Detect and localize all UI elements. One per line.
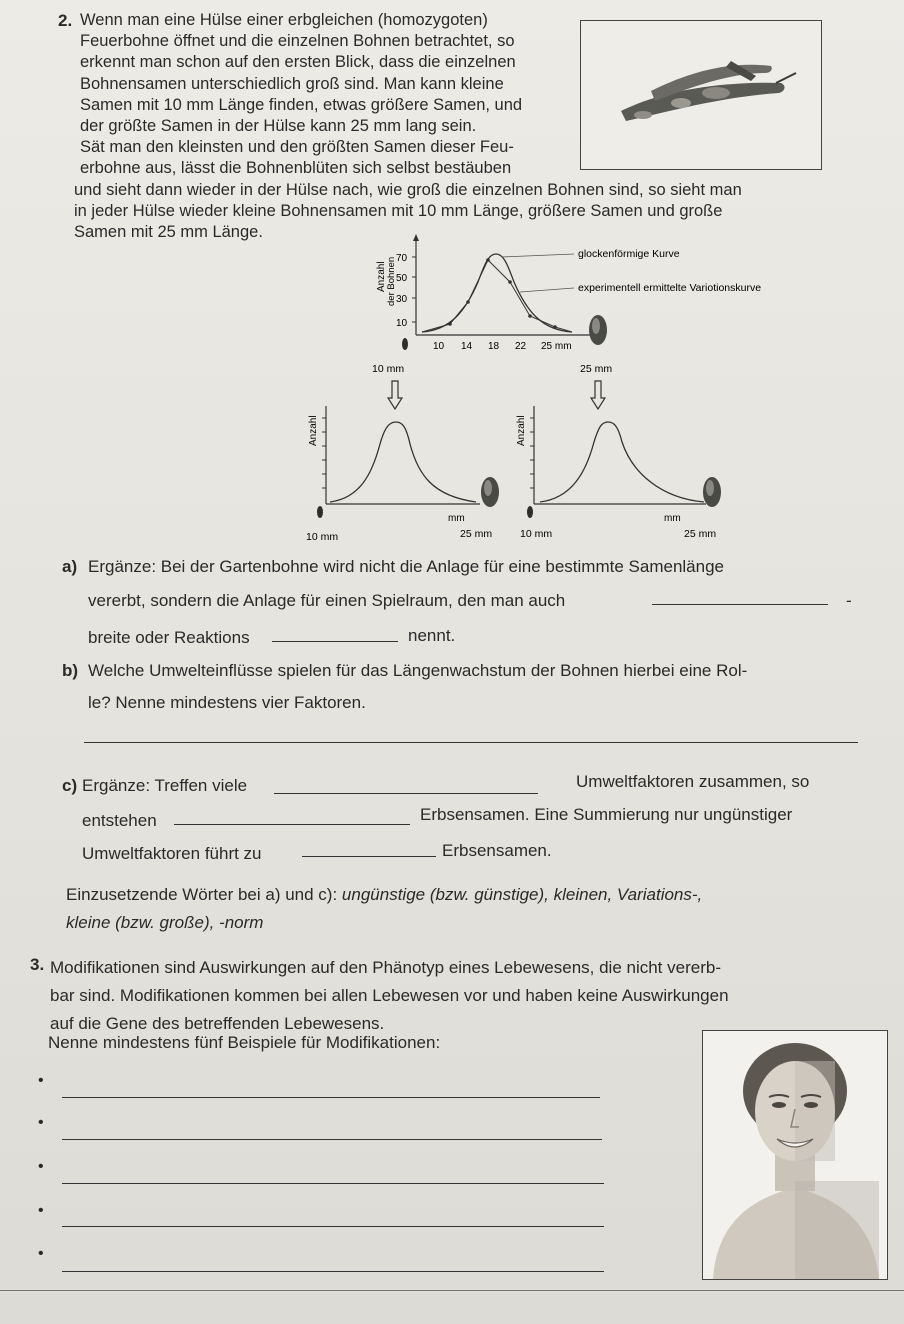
x-unit-label: mm bbox=[664, 513, 681, 524]
x-tick-label: 25 mm bbox=[541, 341, 572, 352]
task3-line: auf die Gene des betreffenden Lebewesens. bbox=[50, 1014, 385, 1033]
x-end-label: 25 mm bbox=[684, 528, 717, 540]
task-c-line2-start: entstehen bbox=[82, 811, 157, 830]
x-tick-label: 18 bbox=[488, 341, 500, 352]
intro-line: und sieht dann wieder in der Hülse nach, wie groß die einzelnen Bohnen sind, so sieht man bbox=[74, 180, 742, 199]
intro-line: erbohne aus, lässt die Bohnenblüten sich selbst bestäuben bbox=[80, 159, 512, 178]
legend-bell: glockenförmige Kurve bbox=[578, 248, 680, 260]
seed-small-label: 10 mm bbox=[372, 363, 405, 375]
portrait-photo bbox=[702, 1030, 888, 1280]
word-bank bbox=[66, 884, 866, 905]
intro-line: in jeder Hülse wieder kleine Bohnensamen mit 10 mm Länge, größere Samen und große bbox=[74, 201, 723, 220]
x-unit-label: mm bbox=[448, 513, 465, 524]
bullet-dot: • bbox=[38, 1072, 44, 1089]
experimental-curve bbox=[422, 260, 572, 332]
answer-line-b[interactable] bbox=[84, 742, 858, 743]
answer-line[interactable] bbox=[62, 1183, 604, 1184]
answer-line[interactable] bbox=[62, 1226, 604, 1227]
bell-curve bbox=[422, 254, 572, 332]
y-axis-label: Anzahl bbox=[308, 415, 319, 446]
task-a-line1: Ergänze: Bei der Gartenbohne wird nicht die Anlage für eine bestimmte Samenlänge bbox=[88, 557, 724, 576]
seed-large-label: 25 mm bbox=[580, 363, 613, 375]
x-tick-label: 14 bbox=[461, 341, 473, 352]
x-end-label: 25 mm bbox=[460, 528, 493, 540]
task-number-3: 3. bbox=[30, 955, 45, 974]
y-tick-label: 50 bbox=[396, 273, 408, 284]
bullet-dot: • bbox=[38, 1114, 44, 1131]
intro-line: Samen mit 25 mm Länge. bbox=[74, 223, 263, 242]
task3-prompt: Nenne mindestens fünf Beispiele für Modifikationen: bbox=[48, 1033, 441, 1052]
intro-line: Sät man den kleinsten und den größten Samen dieser Feu- bbox=[80, 138, 514, 157]
task-c-line1-start: Ergänze: Treffen viele bbox=[82, 776, 248, 795]
y-tick-label: 10 bbox=[396, 318, 408, 329]
blank-field-c1[interactable] bbox=[274, 777, 538, 794]
y-tick-label: 30 bbox=[396, 294, 408, 305]
task-number-2: 2. bbox=[58, 11, 73, 30]
task-a-line2-end: - bbox=[846, 591, 852, 610]
small-seed-icon bbox=[527, 506, 533, 518]
intro-line: Feuerbohne öffnet und die einzelnen Bohnen betrachtet, so bbox=[80, 32, 515, 51]
bullet-dot: • bbox=[38, 1158, 44, 1175]
task-b-line1: Welche Umwelteinflüsse spielen für das Längenwachstum der Bohnen hierbei eine Rol- bbox=[88, 661, 748, 680]
intro-line: Wenn man eine Hülse einer erbgleichen (homozygoten) bbox=[80, 11, 488, 29]
word-bank-label: Einzusetzende Wörter bei a) und c): bbox=[66, 885, 338, 904]
variation-curve-chart bbox=[360, 232, 820, 378]
intro-line: erkennt man schon auf den ersten Blick, dass die einzelnen bbox=[80, 53, 516, 72]
word-bank-words-2: kleine (bzw. große), -norm bbox=[66, 913, 264, 932]
y-axis-label: Anzahl bbox=[376, 261, 387, 292]
task-c-line2-end: Erbsensamen. Eine Summierung nur ungünstiger bbox=[420, 805, 793, 824]
intro-line: der größte Samen in der Hülse kann 25 mm lang sein. bbox=[80, 117, 477, 136]
x-start-label: 10 mm bbox=[306, 531, 339, 543]
offspring-small-chart bbox=[300, 404, 510, 544]
intro-line: Samen mit 10 mm Länge finden, etwas größere Samen, und bbox=[80, 95, 523, 114]
x-start-label: 10 mm bbox=[520, 528, 553, 540]
bean-pod-drawing bbox=[581, 21, 821, 169]
y-tick-label: 70 bbox=[396, 253, 408, 264]
bullet-dot: • bbox=[38, 1202, 44, 1219]
x-tick-label: 22 bbox=[515, 341, 527, 352]
small-seed-icon bbox=[402, 338, 408, 350]
page-bottom-rule bbox=[0, 1290, 904, 1291]
x-tick-label: 10 bbox=[433, 341, 445, 352]
task-a-line3-start: breite oder Reaktions bbox=[88, 628, 250, 647]
task3-line: bar sind. Modifikationen kommen bei allen Lebewesen vor und haben keine Auswirkungen bbox=[50, 986, 729, 1005]
task-c-line3-end: Erbsensamen. bbox=[442, 841, 552, 860]
bell-curve bbox=[330, 422, 476, 502]
blank-field-a2[interactable] bbox=[272, 625, 398, 642]
blank-field-a1[interactable] bbox=[652, 588, 828, 605]
answer-line[interactable] bbox=[62, 1271, 604, 1272]
task-b-label: b) bbox=[62, 661, 79, 680]
y-axis-label: Anzahl bbox=[516, 415, 527, 446]
task3-text bbox=[50, 954, 890, 1038]
y-axis-label-2: der Bohnen bbox=[386, 256, 397, 306]
portrait-drawing bbox=[703, 1031, 887, 1279]
intro-line: Bohnensamen unterschiedlich groß sind. Man kann kleine bbox=[80, 74, 504, 93]
blank-field-c3[interactable] bbox=[302, 840, 436, 857]
task-a-label: a) bbox=[62, 557, 78, 576]
task-c-line1-end: Umweltfaktoren zusammen, so bbox=[576, 772, 810, 791]
task-a-line2: vererbt, sondern die Anlage für einen Spielraum, den man auch bbox=[88, 591, 566, 610]
task-b-line2: le? Nenne mindestens vier Faktoren. bbox=[88, 693, 366, 712]
bean-pod-image bbox=[580, 20, 822, 170]
task-a-line3-end: nennt. bbox=[408, 626, 456, 645]
offspring-large-chart bbox=[510, 404, 740, 544]
legend-experimental: experimentell ermittelte Variotionskurve bbox=[578, 282, 762, 294]
answer-line[interactable] bbox=[62, 1097, 600, 1098]
task3-line: Modifikationen sind Auswirkungen auf den Phänotyp eines Lebewesens, die nicht vererb- bbox=[50, 958, 721, 977]
word-bank-words: ungünstige (bzw. günstige), kleinen, Variations-, bbox=[341, 885, 703, 904]
small-seed-icon bbox=[317, 506, 323, 518]
bell-curve bbox=[540, 422, 704, 502]
bullet-dot: • bbox=[38, 1245, 44, 1262]
answer-line[interactable] bbox=[62, 1139, 602, 1140]
blank-field-c2[interactable] bbox=[174, 808, 410, 825]
task-c-label: c) bbox=[62, 776, 78, 795]
task-c-line3-start: Umweltfaktoren führt zu bbox=[82, 844, 262, 863]
